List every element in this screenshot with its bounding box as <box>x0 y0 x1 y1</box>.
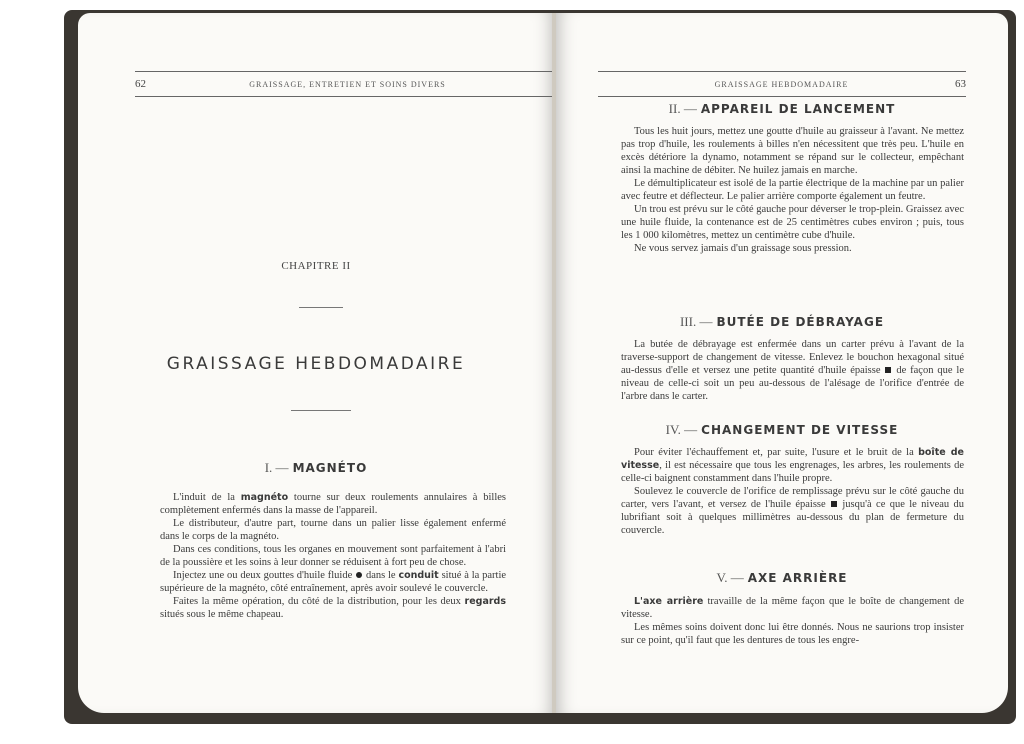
chapter-label: CHAPITRE II <box>281 260 351 272</box>
chapter-title: GRAISSAGE HEBDOMADAIRE <box>166 354 466 374</box>
paragraph: Faites la même opération, du côté de la distribution, pour les deux regards situés sous le même chapeau. <box>160 596 506 620</box>
chapter-rule-top <box>299 307 343 308</box>
section-title: MAGNÉTO <box>292 461 368 475</box>
changement-text <box>621 446 964 537</box>
butee-text <box>621 338 964 403</box>
section-heading-appareil: II. — APPAREIL DE LANCEMENT <box>668 101 896 116</box>
paragraph: Tous les huit jours, mettez une goutte d'huile au graisseur à l'avant. Ne mettez pas trop d'huile, les roulements à billes n'en nécessitent que très peu. L'huile en excès détériore la dynamo, notamment se répand sur le collecteur, empêchant ainsi la machine de débiter. Ne huilez jamais en marche. <box>621 126 964 176</box>
right-running-head <box>598 71 966 97</box>
filled-circle-icon <box>356 572 362 578</box>
paragraph: Injectez une ou deux gouttes d'huile fluide dans le conduit situé à la partie supérieure de la magnéto, côté entraînement, après avoir soulevé le couvercle. <box>160 570 507 594</box>
left-page <box>78 13 554 713</box>
right-page-number: 63 <box>955 78 966 90</box>
filled-square-icon <box>885 367 891 373</box>
paragraph: La butée de débrayage est enfermée dans un carter prévu à l'avant de la traverse-support de changement de vitesse. Enlevez le bouchon hexagonal situé au-dessus d'elle et versez une petite quantité d'huile épaisse de façon que le niveau de celle-ci soit un peu au-dessous de l'alésage de l'orifice d'entrée de l'arbre dans le carter. <box>621 339 965 402</box>
section-heading-changement: IV. — CHANGEMENT DE VITESSE <box>665 422 899 437</box>
left-running-title: GRAISSAGE, ENTRETIEN ET SOINS DIVERS <box>249 79 446 89</box>
paragraph: Dans ces conditions, tous les organes en mouvement sont parfaitement à l'abri de la poussière et les soins à leur donner se réduisent à fort peu de chose. <box>160 544 506 568</box>
paragraph: Le démultiplicateur est isolé de la partie électrique de la machine par un palier avec feutre et déflecteur. Le palier arrière comporte également un feutre. <box>621 178 964 202</box>
paragraph: Soulevez le couvercle de l'orifice de remplissage prévu sur le côté gauche du carter, vers l'avant, et versez de l'huile épaisse jusqu'à ce que le niveau du lubrifiant soit à quelques millimètres au-dessous du plan de fermeture du couvercle. <box>621 486 965 536</box>
right-running-title: GRAISSAGE HEBDOMADAIRE <box>714 79 849 89</box>
section-number: I. — <box>264 460 289 475</box>
chapter-rule-bottom <box>291 410 351 411</box>
section-heading-butee: III. — BUTÉE DE DÉBRAYAGE <box>679 314 885 329</box>
paragraph: Ne vous servez jamais d'un graissage sous pression. <box>634 243 852 254</box>
section-heading-axe: V. — AXE ARRIÈRE <box>716 570 848 585</box>
paragraph: Le distributeur, d'autre part, tourne dans un palier lisse également enfermé dans le corps de la magnéto. <box>160 518 506 542</box>
axe-text <box>621 595 964 647</box>
section-heading-magneto <box>78 459 554 477</box>
magneto-text <box>160 491 506 621</box>
left-running-head <box>135 71 554 97</box>
paragraph: L'induit de la magnéto tourne sur deux roulements annulaires à billes complètement enfermés dans la masse de l'appareil. <box>160 492 507 516</box>
paragraph: Pour éviter l'échauffement et, par suite, l'usure et le bruit de la boîte de vitesse, il est nécessaire que tous les engrenages, les arbres, les roulements de celle-ci baignent constamment dans l'huile propre. <box>621 447 964 484</box>
filled-square-icon <box>831 501 837 507</box>
right-page <box>556 13 1008 713</box>
paragraph: Les mêmes soins doivent donc lui être donnés. Nous ne saurions trop insister sur ce point, qu'il faut que les dentures de tous les engre- <box>621 622 964 646</box>
paragraph: L'axe arrière travaille de la même façon que le boîte de changement de vitesse. <box>621 596 965 620</box>
appareil-text <box>621 125 964 255</box>
paragraph: Un trou est prévu sur le côté gauche pour déverser le trop-plein. Graissez avec une huile fluide, la contenance est de 25 centimètres cubes environ ; puis, tous les 1 000 kilomètres, mettez un centimètre cube d'huile. <box>621 204 964 241</box>
left-page-number: 62 <box>135 78 146 90</box>
